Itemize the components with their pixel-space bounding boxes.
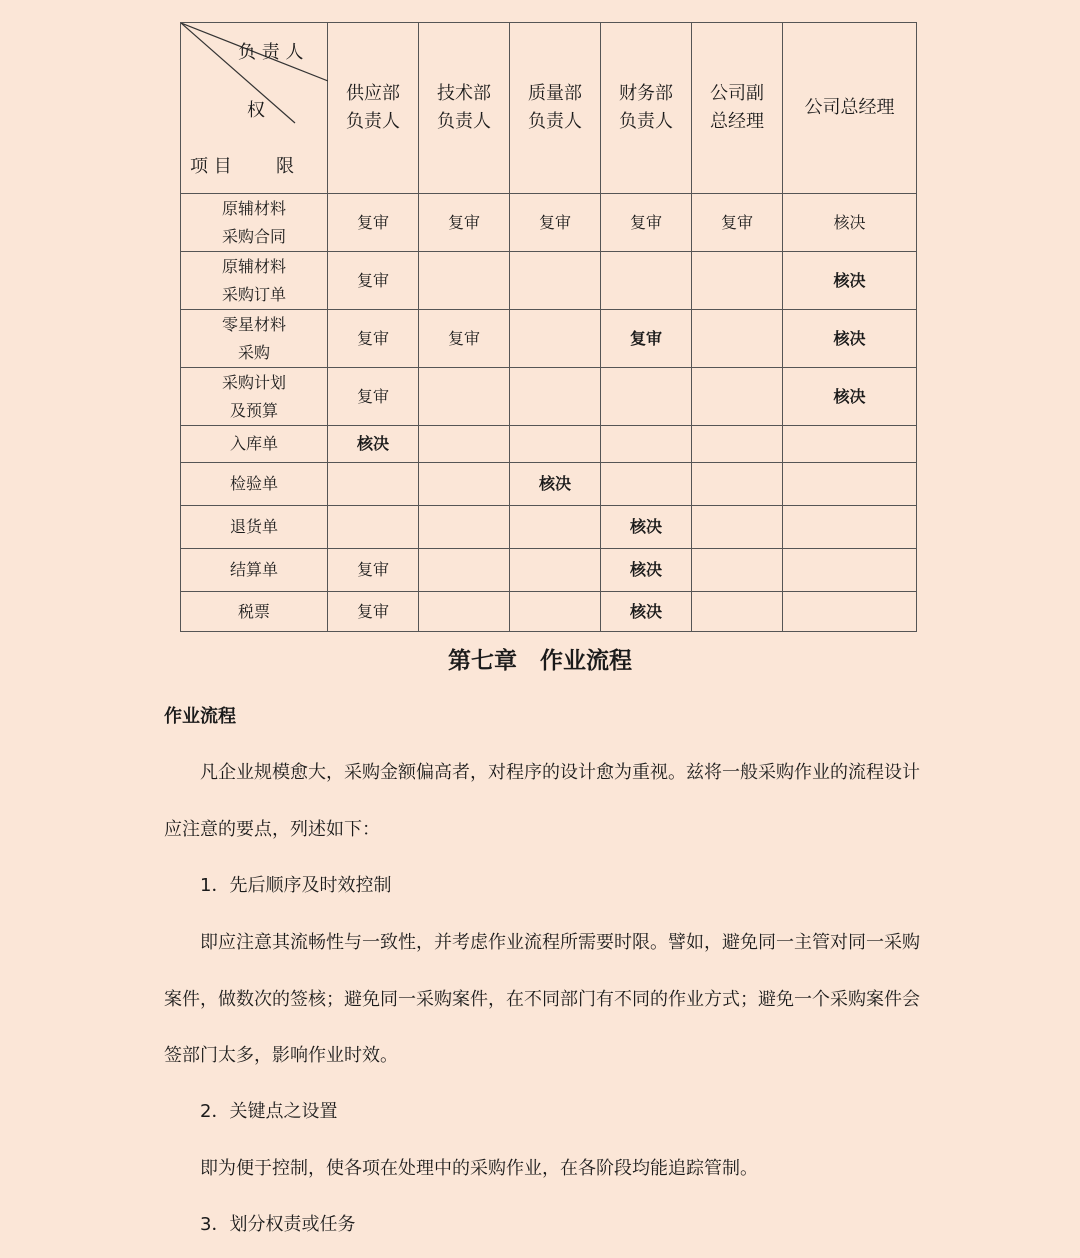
column-header-line2: 负责人	[346, 111, 400, 132]
row-item-label	[181, 368, 328, 426]
row-item-label	[181, 463, 328, 506]
table-row	[181, 310, 917, 368]
table-cell	[510, 252, 601, 310]
row-item-line1: 零星材料	[221, 314, 286, 334]
table-cell	[692, 310, 783, 368]
point-title: 3．划分权责或任务	[200, 1214, 356, 1235]
row-item-line1: 采购计划	[221, 372, 286, 392]
table-cell: 核决	[783, 194, 917, 252]
column-header	[601, 23, 692, 194]
table-cell: 复审	[328, 368, 419, 426]
row-item-label	[181, 310, 328, 368]
table-cell	[510, 368, 601, 426]
table-row	[181, 426, 917, 463]
table-cell: 核决	[601, 549, 692, 592]
point-body-text: 即为便于控制，使各项在处理中的采购作业，在各阶段均能追踪管制。	[200, 1158, 758, 1179]
row-item-line1: 退货单	[229, 517, 278, 536]
row-item-label	[181, 426, 328, 463]
table-row	[181, 252, 917, 310]
table-cell	[510, 549, 601, 592]
table-cell: 复审	[328, 549, 419, 592]
table-cell: 复审	[419, 310, 510, 368]
row-item-label	[181, 506, 328, 549]
corner-label-bottom-left: 项 目	[190, 156, 232, 177]
column-header-line1: 财务部	[619, 83, 673, 104]
column-header-line2: 总经理	[710, 111, 764, 132]
table-cell	[692, 592, 783, 632]
table-cell	[419, 592, 510, 632]
table-cell: 核决	[328, 426, 419, 463]
table-cell: 复审	[328, 592, 419, 632]
section-heading: 作业流程	[164, 706, 236, 727]
table-cell	[783, 592, 917, 632]
point-title: 1．先后顺序及时效控制	[200, 875, 392, 896]
table-cell	[510, 426, 601, 463]
table-cell	[692, 368, 783, 426]
column-header-line2: 负责人	[528, 111, 582, 132]
table-cell: 复审	[601, 194, 692, 252]
column-header	[692, 23, 783, 194]
table-cell	[419, 368, 510, 426]
table-row	[181, 194, 917, 252]
table-cell	[692, 252, 783, 310]
table-cell	[783, 506, 917, 549]
chapter-title: 第七章 作业流程	[448, 648, 632, 674]
table-cell	[783, 549, 917, 592]
table-cell	[419, 506, 510, 549]
table-cell: 复审	[692, 194, 783, 252]
column-header-line1: 公司副	[710, 83, 764, 104]
row-item-line1: 入库单	[229, 434, 278, 453]
table-cell	[783, 463, 917, 506]
table-cell: 核决	[601, 506, 692, 549]
row-item-line1: 检验单	[229, 474, 278, 493]
table-cell	[419, 463, 510, 506]
column-header	[328, 23, 419, 194]
row-item-line1: 结算单	[229, 560, 278, 579]
table-cell	[510, 592, 601, 632]
table-cell	[419, 252, 510, 310]
table-cell	[601, 463, 692, 506]
table-row	[181, 592, 917, 632]
table-row	[181, 549, 917, 592]
table-row	[181, 463, 917, 506]
row-item-line2: 采购	[237, 342, 270, 362]
row-item-line1: 原辅材料	[221, 198, 286, 218]
column-header-line1: 技术部	[437, 83, 491, 104]
table-cell	[783, 426, 917, 463]
row-item-line2: 及预算	[229, 400, 278, 420]
column-header	[419, 23, 510, 194]
table-cell: 核决	[601, 592, 692, 632]
table-row	[181, 506, 917, 549]
column-header	[510, 23, 601, 194]
table-cell	[328, 463, 419, 506]
table-header-row	[181, 23, 917, 194]
column-header-line2: 负责人	[619, 111, 673, 132]
table-cell: 复审	[328, 310, 419, 368]
table-cell	[328, 506, 419, 549]
intro-paragraph	[164, 745, 924, 858]
corner-label-mid: 权	[247, 100, 265, 121]
table-cell	[419, 549, 510, 592]
column-header-line2: 负责人	[437, 111, 491, 132]
point-title: 2．关键点之设置	[200, 1101, 338, 1122]
intro-paragraph-text: 凡企业规模愈大，采购金额偏高者，对程序的设计愈为重视。兹将一般采购作业的流程设计应注意的要点，列述如下：	[164, 762, 920, 840]
row-item-label	[181, 252, 328, 310]
table-cell	[692, 463, 783, 506]
row-item-line1: 原辅材料	[221, 256, 286, 276]
table-cell: 复审	[419, 194, 510, 252]
table-cell: 复审	[328, 252, 419, 310]
table-cell	[692, 426, 783, 463]
table-cell	[601, 368, 692, 426]
table-cell: 核决	[783, 368, 917, 426]
column-header	[783, 23, 917, 194]
row-item-label	[181, 549, 328, 592]
table-cell	[601, 426, 692, 463]
row-item-label	[181, 194, 328, 252]
table-corner-cell	[181, 23, 328, 194]
table-cell	[601, 252, 692, 310]
row-item-line2: 采购订单	[221, 284, 286, 304]
table-cell	[419, 426, 510, 463]
point-body-text: 即应注意其流畅性与一致性，并考虑作业流程所需要时限。譬如，避免同一主管对同一采购案件，做数次的签核；避免同一采购案件，在不同部门有不同的作业方式；避免一个采购案件会签部门太多，影响作业时效。	[164, 932, 920, 1066]
table-cell	[510, 310, 601, 368]
row-item-line2: 采购合同	[221, 226, 286, 246]
table-cell: 核决	[783, 310, 917, 368]
table-row	[181, 368, 917, 426]
table-cell: 复审	[510, 194, 601, 252]
authority-table-wrapper	[180, 22, 916, 632]
authority-table	[180, 22, 917, 632]
column-header-line1: 质量部	[528, 83, 582, 104]
column-header-line1: 公司总经理	[804, 97, 895, 118]
table-cell	[510, 506, 601, 549]
row-item-label	[181, 592, 328, 632]
corner-label-bottom-right: 限	[276, 156, 294, 177]
table-cell: 复审	[601, 310, 692, 368]
table-cell	[692, 506, 783, 549]
table-cell: 核决	[510, 463, 601, 506]
corner-label-top: 负 责 人	[238, 42, 304, 63]
table-cell	[692, 549, 783, 592]
point-body	[164, 915, 924, 1085]
table-cell: 复审	[328, 194, 419, 252]
column-header-line1: 供应部	[346, 83, 400, 104]
row-item-line1: 税票	[237, 601, 270, 621]
table-cell: 核决	[783, 252, 917, 310]
